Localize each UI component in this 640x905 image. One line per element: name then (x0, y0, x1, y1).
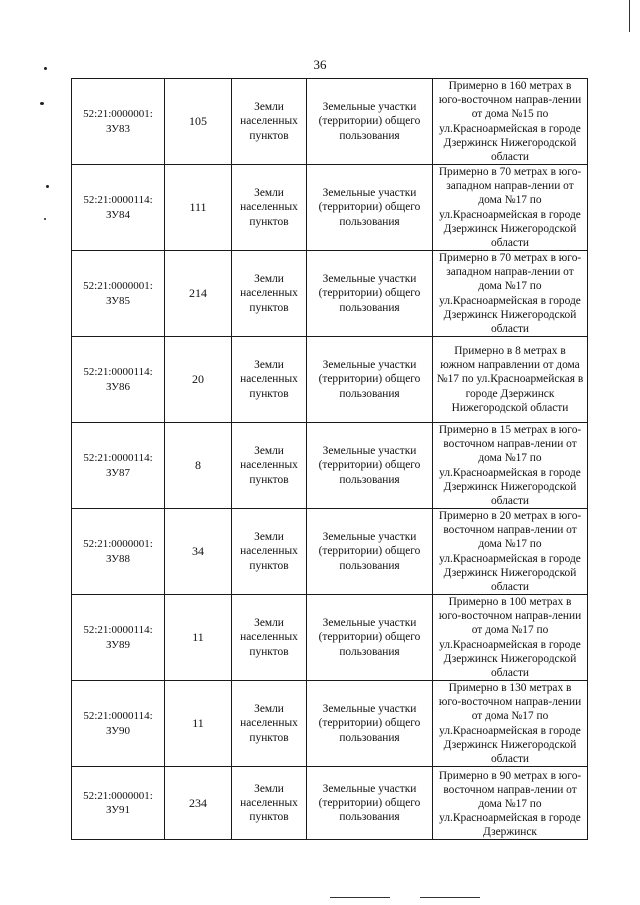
area-cell: 8 (165, 423, 232, 509)
land-category-cell: Земли населенных пунктов (232, 79, 307, 165)
scan-speck (44, 218, 46, 220)
permitted-use-cell: Земельные участки (территории) общего пользования (307, 509, 433, 595)
permitted-use-cell: Земельные участки (территории) общего пользования (307, 79, 433, 165)
table-row (72, 165, 588, 251)
land-plots-table (71, 78, 587, 840)
scan-bottom-mark (420, 897, 480, 898)
area-cell: 20 (165, 337, 232, 423)
location-cell: Примерно в 160 метрах в юго-восточном направ-лении от дома №15 по ул.Красноармейская в городе Дзержинск Нижегородской области (433, 79, 588, 165)
table-row (72, 681, 588, 767)
area-cell: 234 (165, 767, 232, 840)
land-category-cell: Земли населенных пунктов (232, 165, 307, 251)
area-cell: 111 (165, 165, 232, 251)
land-category-cell: Земли населенных пунктов (232, 423, 307, 509)
land-category-cell: Земли населенных пунктов (232, 251, 307, 337)
area-cell: 214 (165, 251, 232, 337)
land-category-cell: Земли населенных пунктов (232, 681, 307, 767)
scan-bottom-mark (330, 897, 390, 898)
area-cell: 11 (165, 595, 232, 681)
land-plots-grid (71, 78, 588, 840)
location-cell: Примерно в 130 метрах в юго-восточном направ-лении от дома №17 по ул.Красноармейская в городе Дзержинск Нижегородской области (433, 681, 588, 767)
table-row (72, 337, 588, 423)
table-body (72, 79, 588, 840)
location-cell: Примерно в 15 метрах в юго-восточном направ-лении от дома №17 по ул.Красноармейская в городе Дзержинск Нижегородской области (433, 423, 588, 509)
area-cell: 11 (165, 681, 232, 767)
cadastral-number-cell: 52:21:0000114: ЗУ86 (72, 337, 165, 423)
table-row (72, 423, 588, 509)
location-cell: Примерно в 70 метрах в юго-западном направ-лении от дома №17 по ул.Красноармейская в городе Дзержинск Нижегородской области (433, 165, 588, 251)
table-row (72, 251, 588, 337)
land-category-cell: Земли населенных пунктов (232, 595, 307, 681)
land-category-cell: Земли населенных пунктов (232, 767, 307, 840)
table-row (72, 767, 588, 840)
area-cell: 34 (165, 509, 232, 595)
permitted-use-cell: Земельные участки (территории) общего пользования (307, 595, 433, 681)
table-row (72, 595, 588, 681)
location-cell: Примерно в 90 метрах в юго-восточном направ-лении от дома №17 по ул.Красноармейская в городе Дзержинск (433, 767, 588, 840)
land-category-cell: Земли населенных пунктов (232, 337, 307, 423)
table-row (72, 79, 588, 165)
table-row (72, 509, 588, 595)
permitted-use-cell: Земельные участки (территории) общего пользования (307, 251, 433, 337)
cadastral-number-cell: 52:21:0000114: ЗУ90 (72, 681, 165, 767)
area-cell: 105 (165, 79, 232, 165)
page-number: 36 (313, 57, 327, 72)
permitted-use-cell: Земельные участки (территории) общего пользования (307, 681, 433, 767)
cadastral-number-cell: 52:21:0000001: ЗУ83 (72, 79, 165, 165)
permitted-use-cell: Земельные участки (территории) общего пользования (307, 767, 433, 840)
location-cell: Примерно в 70 метрах в юго-западном направ-лении от дома №17 по ул.Красноармейская в городе Дзержинск Нижегородской области (433, 251, 588, 337)
cadastral-number-cell: 52:21:0000001: ЗУ91 (72, 767, 165, 840)
permitted-use-cell: Земельные участки (территории) общего пользования (307, 165, 433, 251)
cadastral-number-cell: 52:21:0000001: ЗУ85 (72, 251, 165, 337)
scan-speck (46, 185, 49, 188)
permitted-use-cell: Земельные участки (территории) общего пользования (307, 337, 433, 423)
cadastral-number-cell: 52:21:0000001: ЗУ88 (72, 509, 165, 595)
cadastral-number-cell: 52:21:0000114: ЗУ89 (72, 595, 165, 681)
scan-edge-line (629, 0, 630, 32)
location-cell: Примерно в 100 метрах в юго-восточном направ-лении от дома №17 по ул.Красноармейская в городе Дзержинск Нижегородской области (433, 595, 588, 681)
land-category-cell: Земли населенных пунктов (232, 509, 307, 595)
cadastral-number-cell: 52:21:0000114: ЗУ84 (72, 165, 165, 251)
location-cell: Примерно в 20 метрах в юго-восточном направ-лении от дома №17 по ул.Красноармейская в городе Дзержинск Нижегородской области (433, 509, 588, 595)
scan-speck (40, 102, 44, 105)
cadastral-number-cell: 52:21:0000114: ЗУ87 (72, 423, 165, 509)
permitted-use-cell: Земельные участки (территории) общего пользования (307, 423, 433, 509)
location-cell: Примерно в 8 метрах в южном направлении от дома №17 по ул.Красноармейская в городе Дзержинск Нижегородской области (433, 337, 588, 423)
